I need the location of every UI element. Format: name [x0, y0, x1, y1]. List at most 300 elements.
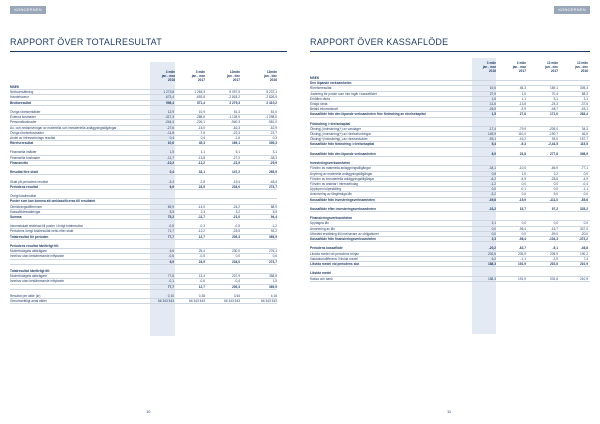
cell-value: 12,7	[198, 284, 205, 289]
cell-value: 69,9	[167, 204, 174, 209]
cell-value: -22,7	[269, 130, 277, 135]
cell-value: -10,2	[166, 160, 174, 165]
cell-value: 46,5	[581, 132, 588, 137]
cell-value: 598,4	[166, 100, 174, 105]
cell-value: -27,0	[232, 155, 240, 160]
cell-value: 10,9	[198, 109, 205, 114]
cell-value: -9,1	[552, 246, 558, 251]
cell-value: -62,3	[232, 125, 240, 130]
cell-value: 2,1	[491, 221, 496, 226]
cell-value: -15,0	[197, 125, 205, 130]
cell-value: 58,3	[581, 91, 588, 96]
row-label: Erhållen ränta	[310, 96, 330, 101]
column-header: 12mån jan - dec 2016	[264, 70, 277, 82]
cell-value: -26,9	[488, 107, 496, 112]
column-header: 12mån jan - dec 2017	[227, 70, 240, 82]
cell-value: -1,2	[271, 224, 277, 229]
row-label: Genomsnittligt antal aktier	[10, 299, 47, 304]
row-label: Förvärv av andelar i intressebolag	[310, 181, 359, 186]
row-label: Externa kostnader	[10, 115, 36, 120]
cell-value: 45,3	[519, 86, 526, 91]
cell-value: 0,0	[491, 226, 496, 231]
cell-value: -11,6	[488, 101, 496, 106]
cell-value: 157,7	[580, 137, 588, 142]
column-header: 3 mån jan - mar 2018	[161, 70, 175, 82]
cell-value: -190,7	[548, 132, 558, 137]
cell-value: 1,1	[521, 96, 526, 101]
table-row	[10, 299, 277, 304]
cell-value: 5,5	[272, 209, 277, 214]
column-header: 3 mån jan - mar 2017	[512, 61, 526, 73]
cell-value: -111,0	[549, 197, 558, 202]
row-label: Finansieringsverksamheten	[310, 216, 353, 221]
cell-value: 66 343 543	[261, 299, 277, 304]
row-label: Förändring i rörelsekapital	[310, 121, 351, 126]
cell-value: -2 826,9	[265, 95, 277, 100]
cell-value: 0,3	[272, 135, 277, 140]
cell-value: -11,7	[166, 155, 174, 160]
cell-value: -693,8	[195, 95, 205, 100]
cell-value: 71,7	[167, 229, 174, 234]
cell-value: 23,8	[519, 151, 526, 156]
cell-value: 274,7	[269, 259, 277, 264]
row-label: Avyttring av materiella anläggningstillgångar	[310, 171, 373, 176]
cell-value: 5,3	[169, 209, 174, 214]
cell-value: 171,0	[550, 112, 558, 117]
cell-value: 207,9	[232, 274, 240, 279]
cell-value: 205,9	[550, 251, 558, 256]
row-label: Kassaflöde från den löpande verksamheten före förändring av rörelsekapital	[310, 112, 426, 117]
cell-value: 265,9	[269, 170, 277, 175]
cell-value: -77,1	[580, 166, 588, 171]
row-label: Upplupen köpeskilling	[310, 187, 342, 192]
cell-value: 5,4	[491, 142, 496, 147]
row-label: Moderbolagets aktieägare	[10, 249, 47, 254]
cell-value: 5,1	[553, 96, 558, 101]
cell-value: -16,7	[550, 226, 558, 231]
cell-value: 45,3	[198, 141, 205, 146]
cell-value: 13,4	[198, 274, 205, 279]
row-label: Totalresultat hänförligt till:	[10, 268, 51, 273]
cell-value: 66 343 543	[158, 299, 174, 304]
cell-value: 51,0	[270, 109, 277, 114]
cell-value: -48,4	[269, 179, 277, 184]
row-label: Övriga rörelsekostnader	[10, 130, 45, 135]
cash-flow-table	[310, 76, 590, 282]
cell-value: 77,8	[167, 274, 174, 279]
row-label: Poster som kan komma att omklassificeras till resultatet	[10, 199, 96, 204]
row-label: Kassaflödessäkringar	[10, 209, 41, 214]
cell-value: 1 273,8	[163, 90, 174, 95]
cell-value: 1,0	[521, 91, 526, 96]
cell-value: 51,3	[233, 109, 240, 114]
cell-value: 0,38	[198, 293, 205, 298]
cell-value: -347,0	[578, 226, 588, 231]
cell-value: 188,3	[488, 261, 496, 266]
column-header: 12 mån jan - dec 2016	[575, 61, 588, 73]
cell-value: -1,2	[490, 181, 496, 186]
row-label: Betald inkomstskatt	[310, 107, 338, 112]
cell-value: -24,3	[550, 101, 558, 106]
cell-value: -39,8	[488, 197, 496, 202]
row-label: Kassaflöde från finansieringsverksamheten	[310, 237, 377, 241]
page-number: 10	[146, 409, 151, 414]
row-label: Kassaflöde efter investeringsverksamheten	[310, 206, 376, 211]
cell-value: 6,2	[491, 256, 496, 261]
row-label: Andel av intressebolags resultat	[10, 135, 56, 140]
column-header: 3 mån jan - mar 2018	[482, 61, 496, 73]
cell-value: 0,4	[169, 135, 174, 140]
cell-value: -0,3	[199, 224, 205, 229]
row-label: Ökning(+)/minskning(-) av rörelseskulder	[310, 137, 368, 142]
cell-value: -226,1	[195, 120, 205, 125]
cell-value: 0,0	[521, 231, 526, 236]
cell-value: 75,2	[167, 214, 174, 219]
row-label: Valutakursdifferens i likvida medel	[310, 256, 358, 261]
cell-value: 210,9	[580, 276, 588, 281]
cell-value: 1,1	[200, 150, 205, 155]
cell-value: 4,16	[270, 293, 277, 298]
row-label: Amortering av lån	[310, 226, 335, 231]
cell-value: 34,3	[581, 126, 588, 131]
row-label: Förvärv av immateriella anläggningstillgångar	[310, 176, 375, 181]
cell-value: 1,5	[272, 279, 277, 284]
cell-value: 283,4	[580, 112, 588, 117]
cell-value: 0,0	[553, 221, 558, 226]
cell-value: 97,2	[551, 206, 558, 211]
cell-value: 358,5	[269, 274, 277, 279]
section-tag-right: KONCERNEN	[554, 6, 590, 14]
cell-value: 33,1	[198, 170, 205, 175]
row-label: MSEK	[310, 76, 320, 80]
cell-value: -20,0	[580, 231, 588, 236]
row-label: Omräkningsdifferenser	[10, 204, 43, 209]
row-label: Inkomstskatt relaterad till poster i övrigt totalresultat	[10, 224, 83, 229]
cell-value: -0,6	[168, 254, 174, 259]
cell-value: -34,1	[488, 166, 496, 171]
cell-value: -27,6	[166, 125, 174, 130]
cell-value: 234,0	[232, 184, 240, 189]
row-label: Förvärv av materiella anläggningstillgångar	[310, 166, 371, 171]
cell-value: -99,0	[550, 231, 558, 236]
cell-value: 5,0	[553, 192, 558, 197]
row-label: Bruttoresultat	[10, 100, 32, 105]
cell-value: -0,4	[582, 181, 588, 186]
cell-value: 0,4	[200, 135, 205, 140]
cell-value: 10,6	[489, 86, 496, 91]
income-statement-table	[10, 85, 277, 304]
cell-value: 3,1	[272, 150, 277, 155]
cell-value: 0,0	[553, 187, 558, 192]
section-tag-left: KONCERNEN	[10, 6, 46, 14]
cell-value: -3,4	[168, 179, 174, 184]
cell-value: -13,8	[197, 155, 205, 160]
cell-value: -1,6	[234, 135, 240, 140]
page-number: 11	[447, 409, 452, 414]
row-label: Övrigt totalresultat	[10, 194, 36, 199]
row-label: Kassaflöde från den löpande verksamheten	[310, 151, 376, 156]
cell-value: -11,7	[197, 214, 205, 219]
cell-value: -10,0	[518, 166, 526, 171]
cell-value: 0,10	[167, 293, 174, 298]
cell-value: 3,54	[233, 293, 240, 298]
cell-value: 0,8	[491, 171, 496, 176]
cell-value: 2,3	[491, 237, 496, 241]
cell-value: 205,9	[518, 251, 526, 256]
row-label: Kassaflöde från förändring i rörelsekapital	[310, 142, 375, 147]
row-label: Skatt på periodens resultat	[10, 179, 48, 184]
cell-value: 3,1	[583, 96, 588, 101]
cell-value: -4,9	[582, 176, 588, 181]
row-label: Resultat före skatt	[10, 170, 38, 175]
cell-value: -22,3	[232, 130, 240, 135]
cell-value: 398,9	[580, 151, 588, 156]
cell-value: 325,2	[580, 206, 588, 211]
page-title: RAPPORT ÖVER TOTALRESULTAT	[10, 37, 162, 47]
row-label: Handelsvaror	[10, 95, 29, 100]
cell-value: 305,3	[269, 141, 277, 146]
row-label: Periodens övrigt totalresultat netto efter skatt	[10, 229, 74, 234]
title-rule	[10, 51, 287, 52]
title-rule	[310, 51, 590, 52]
cell-value: 88,9	[270, 204, 277, 209]
cell-value: -79,9	[518, 126, 526, 131]
row-label: Periodens resultat hänförligt till:	[10, 244, 60, 248]
row-label: Likvida medel	[310, 271, 332, 276]
cell-value: 0,4	[169, 170, 174, 175]
cell-value: -0,6	[199, 279, 205, 284]
cell-value: -2,9	[552, 256, 558, 261]
cell-value: -38,3	[269, 155, 277, 160]
cell-value: -46,8	[580, 246, 588, 251]
cell-value: -2,8	[199, 179, 205, 184]
cell-value: -98,4	[518, 226, 526, 231]
cell-value: 24,9	[198, 184, 205, 189]
cell-value: 147,2	[232, 170, 240, 175]
cell-value: -104,3	[548, 237, 558, 241]
row-label: Totalresultat för perioden	[10, 234, 49, 239]
cell-value: 169,1	[550, 86, 558, 91]
cell-value: 169,1	[232, 141, 240, 146]
cell-value: 25,4	[198, 249, 205, 254]
cell-value: -21,9	[232, 160, 240, 165]
cell-value: -25,5	[232, 229, 240, 234]
cell-value: 202,6	[488, 251, 496, 256]
cell-value: 0,0	[521, 221, 526, 226]
cell-value: -66,9	[550, 166, 558, 171]
cell-value: 2,3	[200, 209, 205, 214]
row-label: Finansiella intäkter	[10, 150, 37, 155]
cell-value: -940,3	[230, 120, 240, 125]
cell-value: 0,0	[583, 192, 588, 197]
cell-value: -33,2	[488, 206, 496, 211]
cell-value: 3,2	[235, 209, 240, 214]
row-label: Avskrivning av långfristiga lån	[310, 192, 352, 197]
cell-value: 0,6	[272, 254, 277, 259]
cell-value: -29,9	[269, 160, 277, 165]
cell-value: 0,0	[521, 181, 526, 186]
cell-value: 0,0	[491, 231, 496, 236]
row-label: Kassa och bank	[310, 276, 333, 281]
cell-value: 571,4	[197, 100, 205, 105]
cell-value: -28,6	[550, 176, 558, 181]
cell-value: -43,2	[518, 137, 526, 142]
row-label: Ökning(-)/minskning(+) av varulager	[310, 126, 361, 131]
cell-value: 191,9	[518, 276, 526, 281]
cell-value: -48,7	[550, 107, 558, 112]
row-label: Rörelseresultat	[310, 86, 332, 91]
cell-value: -19,4	[232, 179, 240, 184]
cell-value: 205,3	[232, 234, 240, 239]
cell-value: -2,44,5	[548, 142, 558, 147]
cell-value: -9,3	[520, 142, 526, 147]
row-label: Upptagna lån	[310, 221, 329, 226]
cell-value: 1,5	[491, 96, 496, 101]
cell-value: 0,9	[583, 171, 588, 176]
cell-value: 277,8	[550, 151, 558, 156]
cell-value: -1,1	[582, 187, 588, 192]
cell-value: -1 128,9	[228, 115, 240, 120]
cell-value: 93,0	[551, 137, 558, 142]
cell-value: 66 343 543	[189, 299, 205, 304]
cell-value: 230,0	[232, 249, 240, 254]
cell-value: 234,0	[232, 259, 240, 264]
cell-value: 70,4	[551, 91, 558, 96]
cell-value: 15,7	[519, 206, 526, 211]
cell-value: 77,7	[167, 284, 174, 289]
cell-value: 0,0	[521, 192, 526, 197]
cell-value: 1,0	[521, 171, 526, 176]
page-title: RAPPORT ÖVER KASSAFLÖDE	[310, 37, 449, 47]
row-label: MSEK	[10, 85, 20, 89]
cell-value: 5 237,1	[266, 90, 277, 95]
column-header: 12 mån jan - dec 2017	[545, 61, 558, 73]
cell-value: 0,0	[235, 254, 240, 259]
row-label: Nettoomsättning	[10, 90, 34, 95]
cell-value: -14,0	[197, 204, 205, 209]
cell-value: 2,2	[553, 171, 558, 176]
cell-value: 305,3	[580, 86, 588, 91]
column-header: 3 mån jan - mar 2017	[191, 70, 205, 82]
row-label: Resultat per aktie (kr)	[10, 293, 41, 298]
cell-value: 93,2	[270, 229, 277, 234]
cell-value: 276,1	[269, 249, 277, 254]
cell-value: 10,6	[167, 141, 174, 146]
cell-value: 2 410,2	[266, 100, 277, 105]
cell-value: -11,8	[166, 130, 174, 135]
cell-value: -85,6	[580, 197, 588, 202]
cell-value: -17,4	[488, 126, 496, 131]
cell-value: 6,9	[491, 151, 496, 156]
cell-value: -5,9	[520, 176, 526, 181]
cell-value: -12,2	[197, 229, 205, 234]
row-label: Likvida medel vid periodens slut	[310, 261, 360, 266]
row-label: Finansnetto	[10, 160, 29, 165]
cell-value: -981,0	[267, 120, 277, 125]
cell-value: -15,9	[518, 197, 526, 202]
cell-value: -9,9	[520, 107, 526, 112]
row-label: Likvida medel vid periodens början	[310, 251, 360, 256]
cell-value: -3,2	[490, 192, 496, 197]
cell-value: -21,0	[232, 214, 240, 219]
row-label: Av- och nedskrivningar av materiella och immateriella anläggningstillgångar	[10, 125, 117, 130]
row-label: Finansiella kostnader	[10, 155, 41, 160]
row-label: Periodens kassaflöde	[310, 246, 343, 251]
cell-value: -62,9	[269, 125, 277, 130]
cell-value: 191,9	[518, 261, 526, 266]
cell-value: -12,2	[197, 160, 205, 165]
cell-value: 27,9	[489, 91, 496, 96]
cell-value: 77,7	[167, 234, 174, 239]
cell-value: 5,1	[235, 150, 240, 155]
cell-value: -20,2	[488, 246, 496, 251]
cell-value: 149,9	[488, 132, 496, 137]
cell-value: -93,1	[488, 137, 496, 142]
cell-value: -0,1	[168, 279, 174, 284]
cell-value: -0,5	[199, 254, 205, 259]
row-label: Utbetald ersättning till innehavare av obligationer	[310, 231, 379, 236]
cell-value: -1 098,0	[265, 115, 277, 120]
cell-value: 94,4	[270, 214, 277, 219]
cell-value: 12,7	[198, 234, 205, 239]
cell-value: 27,8	[519, 112, 526, 117]
cell-value: -0,5	[234, 224, 240, 229]
cell-value: 1,5	[169, 150, 174, 155]
cell-value: -24,2	[232, 204, 240, 209]
cell-value: -1,1	[520, 256, 526, 261]
cell-value: 0,0	[583, 221, 588, 226]
cash-flow-page	[300, 0, 600, 424]
cell-value: -244,4	[164, 120, 174, 125]
cell-value: 0,0	[553, 181, 558, 186]
cell-value: -0,4	[234, 279, 240, 284]
row-label: Erlagd ränta	[310, 101, 328, 106]
cell-value: 110,0	[518, 132, 526, 137]
row-label: Innehav utan bestämmande inflytande	[10, 254, 65, 259]
cell-value: -209,0	[548, 126, 558, 131]
cell-value: 210,9	[580, 261, 588, 266]
row-label: Kassaflöde från investeringsverksamheten	[310, 197, 376, 202]
cell-value: 1,5	[491, 112, 496, 117]
cell-value: 274,7	[269, 184, 277, 189]
cell-value: 5 097,5	[229, 90, 240, 95]
cell-value: 66 343 543	[224, 299, 240, 304]
row-label: Periodens resultat	[10, 184, 38, 189]
row-label: Innehav utan bestämmande inflytande	[10, 279, 65, 284]
cell-value: 115,5	[580, 142, 588, 147]
cell-value: 2 279,3	[229, 100, 240, 105]
cell-value: 202,6	[550, 261, 558, 266]
cell-value: 7,4	[583, 256, 588, 261]
row-label: Moderbolagets aktieägare	[10, 274, 47, 279]
row-label: Övriga rörelseintäkter	[10, 109, 41, 114]
cell-value: -0,5	[168, 224, 174, 229]
cell-value: 205,3	[232, 284, 240, 289]
row-label: Investeringsverksamheten	[310, 161, 351, 166]
cell-value: 369,9	[269, 284, 277, 289]
cell-value: 1 265,3	[194, 90, 205, 95]
table-row	[310, 277, 590, 282]
cell-value: 24,9	[198, 259, 205, 264]
cell-value: -317,3	[164, 115, 174, 120]
cell-value: -288,6	[195, 115, 205, 120]
row-label: Summa	[10, 214, 22, 219]
row-label: Ökning(-)/minskning(+) av rörelsefordringar	[310, 132, 372, 137]
cell-value: 188,3	[488, 276, 496, 281]
cell-value: 0,0	[491, 187, 496, 192]
cell-value: -673,4	[164, 95, 174, 100]
cell-value: 190,2	[580, 251, 588, 256]
